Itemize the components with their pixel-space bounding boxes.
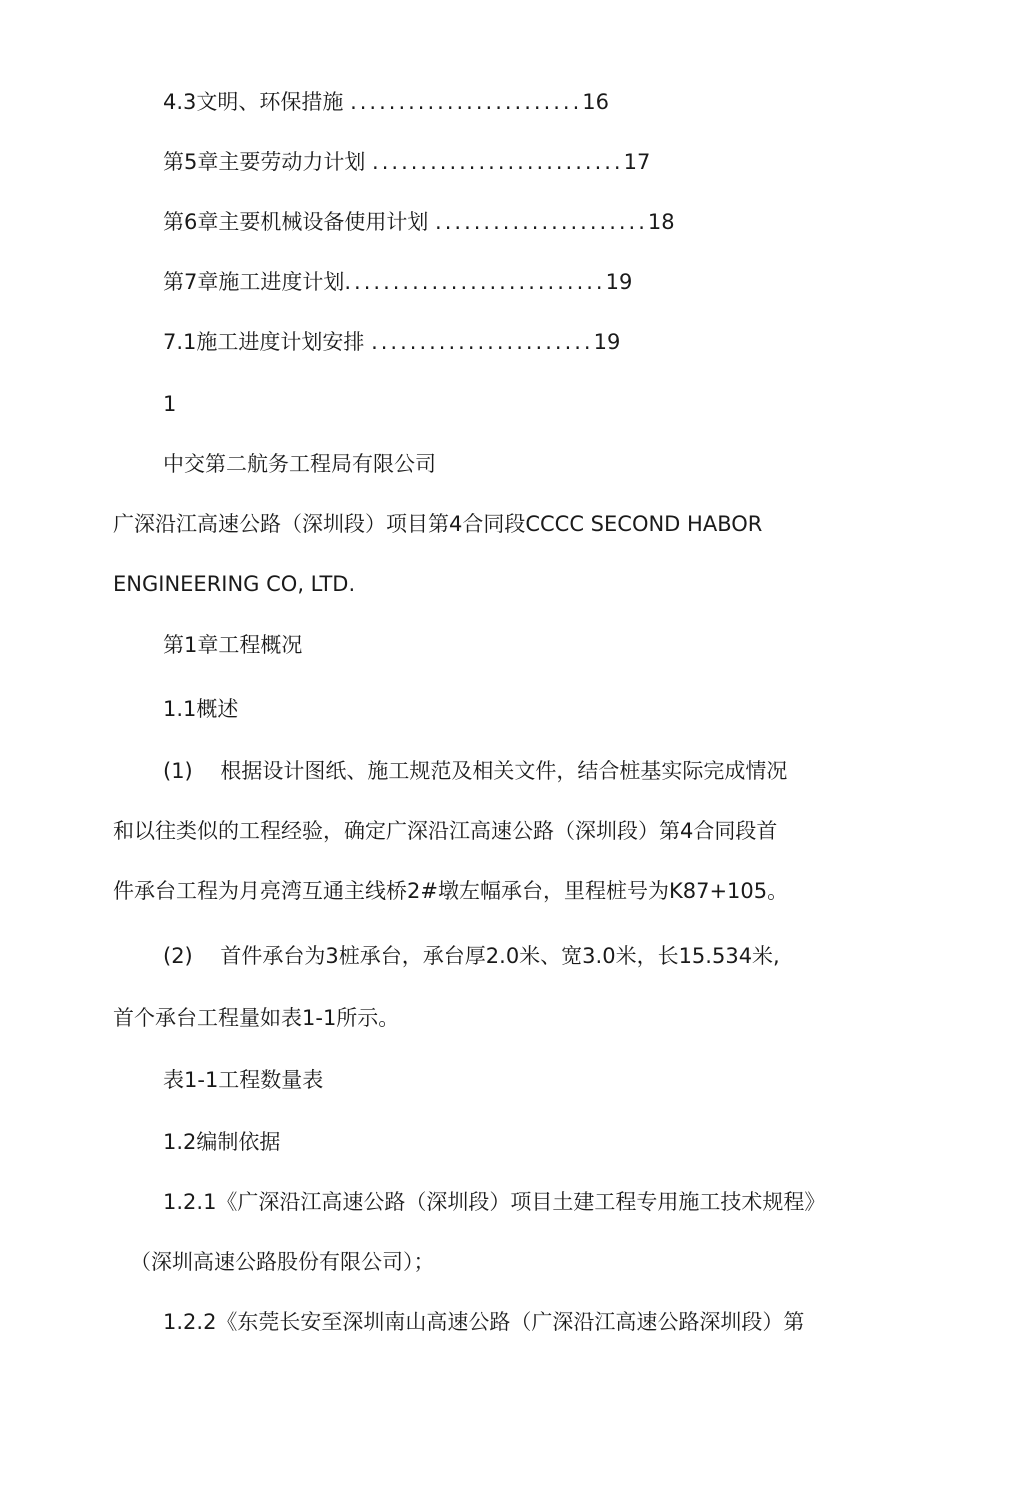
reference-line: （深圳高速公路股份有限公司）； [130, 1250, 435, 1274]
section-heading: 1.1概述 [163, 697, 239, 721]
toc-entry[interactable] [163, 328, 620, 356]
toc-entry[interactable] [163, 88, 609, 116]
reference-line: 1.2.1《广深沿江高速公路（深圳段）项目土建工程专用施工技术规程》 [163, 1190, 826, 1214]
table-caption: 表1-1工程数量表 [163, 1068, 324, 1092]
toc-entry-page: 18 [647, 210, 675, 234]
chapter-heading: 第1章工程概况 [163, 633, 303, 657]
toc-leader-dots: ....................... [371, 330, 594, 354]
toc-leader-dots: ........................... [344, 270, 606, 294]
toc-entry-title: 第6章主要机械设备使用计划 [163, 210, 436, 234]
toc-entry-title: 第7章施工进度计划 [163, 270, 345, 294]
toc-leader-dots: .......................... [372, 150, 624, 174]
toc-entry[interactable] [163, 208, 675, 236]
company-name: 中交第二航务工程局有限公司 [163, 452, 436, 476]
paragraph-line: 和以往类似的工程经验，确定广深沿江高速公路（深圳段）第4合同段首 [113, 819, 778, 843]
reference-line: 1.2.2《东莞长安至深圳南山高速公路（广深沿江高速公路深圳段）第 [163, 1310, 805, 1334]
toc-leader-dots: ........................ [350, 90, 583, 114]
paragraph-line: 首个承台工程量如表1-1所示。 [113, 1006, 400, 1030]
paragraph-line: (2) 首件承台为3桩承台，承台厚2.0米、宽3.0米，长15.534米, [163, 944, 780, 968]
paragraph-line: (1) 根据设计图纸、施工规范及相关文件，结合桩基实际完成情况 [163, 759, 788, 783]
toc-entry-title: 4.3文明、环保措施 [163, 90, 351, 114]
project-title-line-2: ENGINEERING CO, LTD. [113, 572, 356, 596]
toc-entry-page: 16 [582, 90, 610, 114]
toc-entry-title: 7.1施工进度计划安排 [163, 330, 372, 354]
page-number: 1 [163, 392, 177, 416]
project-title-line-1: 广深沿江高速公路（深圳段）项目第4合同段CCCC SECOND HABOR [113, 512, 763, 536]
toc-leader-dots: ...................... [435, 210, 648, 234]
toc-entry[interactable] [163, 148, 650, 176]
toc-entry-title: 第5章主要劳动力计划 [163, 150, 373, 174]
toc-entry[interactable] [163, 268, 632, 296]
toc-entry-page: 19 [593, 330, 621, 354]
toc-entry-page: 17 [623, 150, 651, 174]
paragraph-line: 件承台工程为月亮湾互通主线桥2#墩左幅承台，里程桩号为K87+105。 [113, 879, 789, 903]
toc-entry-page: 19 [605, 270, 633, 294]
section-heading: 1.2编制依据 [163, 1130, 281, 1154]
